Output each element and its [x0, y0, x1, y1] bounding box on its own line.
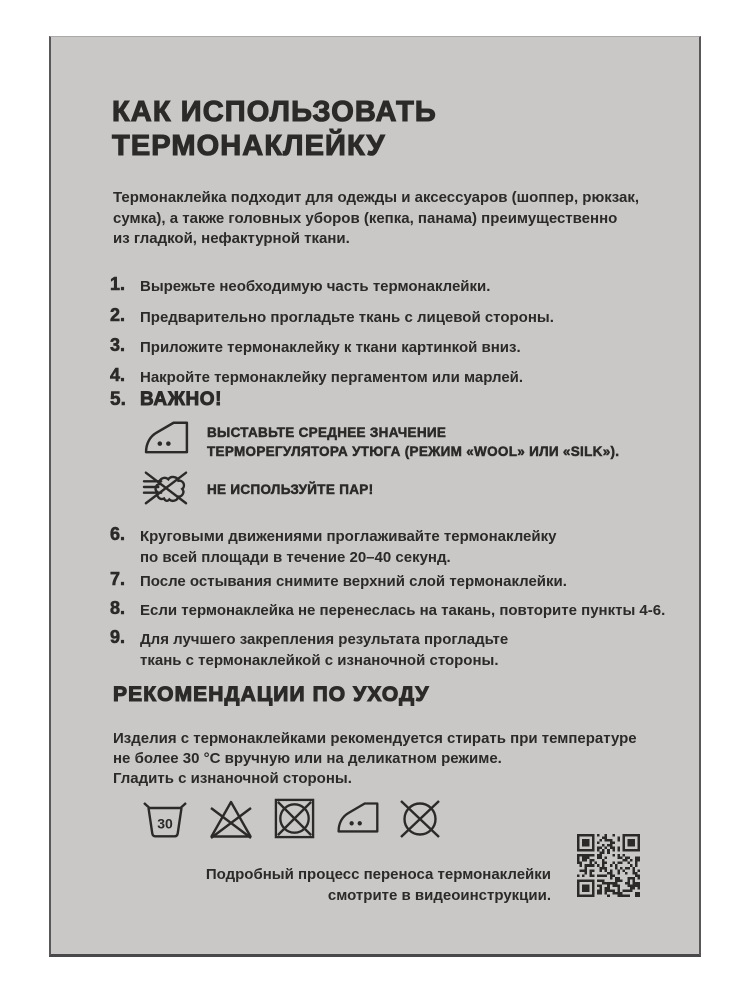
- intro-line: Термонаклейка подходит для одежды и аксессуаров (шоппер, рюкзак,: [113, 189, 640, 206]
- do-not-tumble-dry-icon: [272, 796, 317, 841]
- step-text: Круговыми движениями проглаживайте термонаклейку: [140, 528, 557, 545]
- footer-note-line: смотрите в видеоинструкции.: [327, 887, 551, 904]
- instruction-page: [49, 36, 701, 957]
- step-text: Если термонаклейка не перенеслась на такань, повторите пункты 4-6.: [140, 602, 666, 619]
- step-text: Накройте термонаклейку пергаментом или марлей.: [140, 369, 524, 386]
- qr-code: [577, 834, 640, 897]
- step-1: [110, 276, 490, 297]
- care-paragraph-line: Изделия с термонаклейками рекомендуется стирать при температуре: [113, 730, 637, 747]
- step-4: [110, 367, 523, 388]
- page-title-line: КАК ИСПОЛЬЗОВАТЬ: [112, 96, 437, 128]
- step-number: 3.: [110, 335, 126, 355]
- wash-temperature-label: 30: [157, 815, 173, 832]
- step-text: ткань с термонаклейкой с изнаночной стороны.: [140, 652, 499, 669]
- iron-medium-heat-icon: [142, 418, 190, 456]
- iron-setting-note-line: ТЕРМОРЕГУЛЯТОРА УТЮГА (РЕЖИМ «WOOL» ИЛИ «SILK»).: [207, 444, 620, 459]
- step-number: 7.: [110, 569, 126, 589]
- intro-line: из гладкой, нефактурной ткани.: [113, 230, 350, 247]
- care-paragraph-line: Гладить с изнаночной стороны.: [113, 770, 352, 787]
- step-number: 9.: [110, 627, 126, 647]
- page-title-line: ТЕРМОНАКЛЕЙКУ: [112, 130, 386, 162]
- step-number: 8.: [110, 598, 126, 618]
- step-text: Для лучшего закрепления результата прогладьте: [140, 631, 509, 648]
- step-2: [110, 307, 554, 328]
- step-text: Приложите термонаклейку к ткани картинкой вниз.: [140, 339, 521, 356]
- care-paragraph: [113, 729, 637, 789]
- step-5: [110, 389, 222, 410]
- step-text: Вырежьте необходимую часть термонаклейки.: [140, 278, 491, 295]
- iron-medium-heat-icon: [335, 799, 380, 835]
- step-6: [110, 526, 556, 568]
- step-8: [110, 600, 665, 621]
- step-text: ВАЖНО!: [140, 389, 223, 410]
- iron-setting-note-line: ВЫСТАВЬТЕ СРЕДНЕЕ ЗНАЧЕНИЕ: [207, 425, 447, 440]
- do-not-dry-clean-icon: [397, 797, 443, 841]
- intro-line: сумка), а также головных уборов (кепка, панама) преимущественно: [113, 209, 618, 227]
- step-text: по всей площади в течение 20–40 секунд.: [140, 549, 451, 566]
- page-title: [112, 95, 437, 163]
- step-text: После остывания снимите верхний слой термонаклейки.: [140, 573, 567, 590]
- step-3: [110, 337, 521, 358]
- footer-note-line: Подробный процесс переноса термонаклейки: [205, 866, 551, 883]
- iron-setting-note: [207, 423, 619, 461]
- no-steam-note: НЕ ИСПОЛЬЗУЙТЕ ПАР!: [207, 482, 374, 497]
- step-text: Предварительно прогладьте ткань с лицевой стороны.: [140, 309, 554, 326]
- care-paragraph-line: не более 30 °С вручную или на деликатном режиме.: [113, 750, 502, 767]
- step-number: 6.: [110, 524, 126, 544]
- step-number: 4.: [110, 365, 126, 385]
- do-not-bleach-icon: [207, 797, 255, 841]
- intro-paragraph: [113, 188, 639, 250]
- step-number: 2.: [110, 305, 126, 325]
- care-section-heading: РЕКОМЕНДАЦИИ ПО УХОДУ: [113, 683, 430, 706]
- no-steam-icon: [140, 465, 190, 509]
- step-7: [110, 571, 567, 592]
- step-number: 1.: [110, 274, 126, 294]
- wash-30-icon: [142, 797, 188, 841]
- footer-note: [206, 864, 551, 906]
- step-number: 5.: [110, 389, 126, 410]
- step-9: [110, 629, 508, 671]
